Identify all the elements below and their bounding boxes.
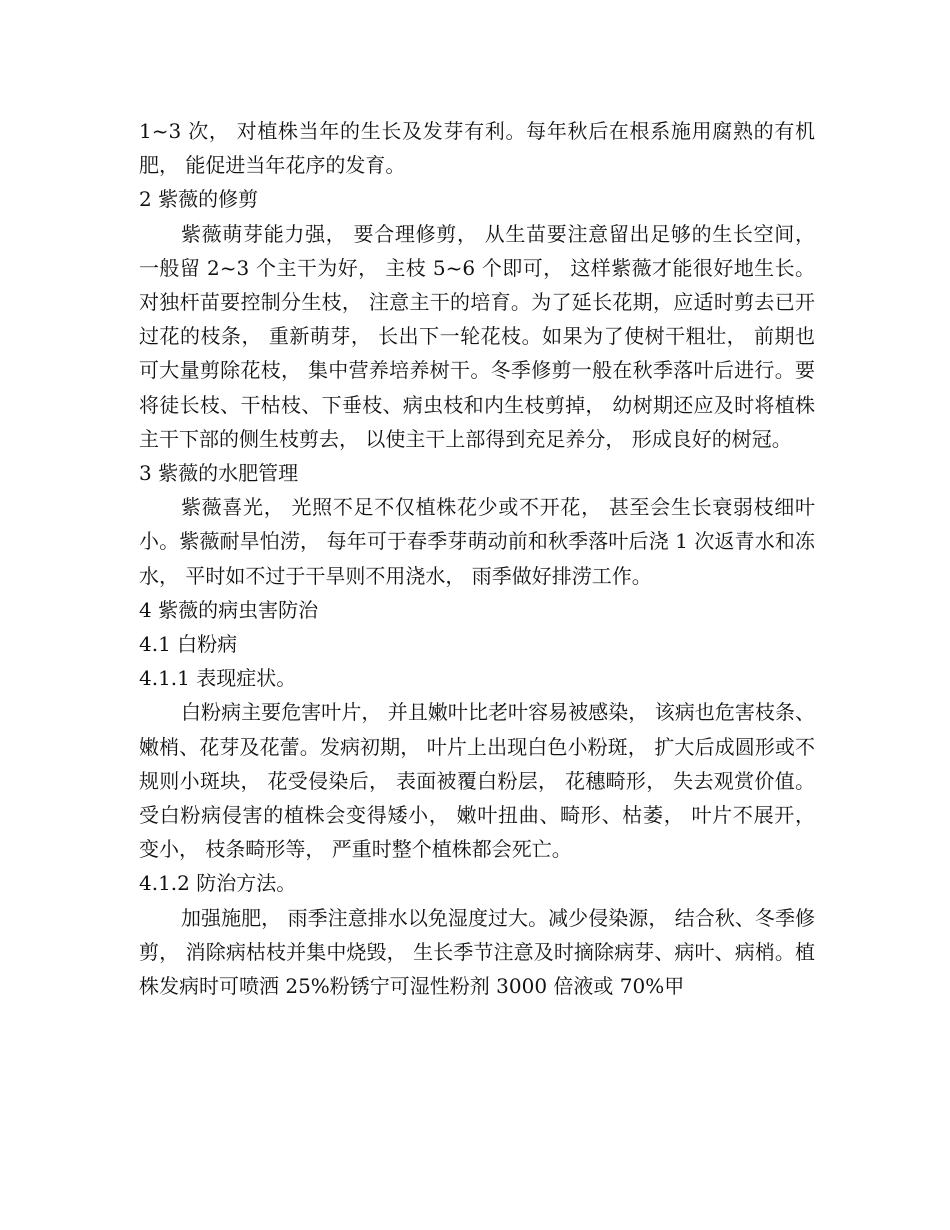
subsection-heading-powdery-mildew: 4.1 白粉病 xyxy=(139,632,238,657)
paragraph-water-fertilizer: 紫薇喜光， 光照不足不仅植株花少或不开花， 甚至会生长衰弱枝细叶小。紫薇耐旱怕涝， 每年可于春季芽萌动前和秋季落叶后浇 1 次返青水和冻水， 平时如不过于干旱则不用浇水， 雨季做好排涝工作。 xyxy=(139,495,815,588)
section-heading-water-fertilizer: 3 紫薇的水肥管理 xyxy=(139,461,299,486)
section-heading-pest-control: 4 紫薇的病虫害防治 xyxy=(139,597,319,622)
document-body xyxy=(139,114,815,1003)
paragraph-symptoms: 白粉病主要危害叶片， 并且嫩叶比老叶容易被感染， 该病也危害枝条、嫩梢、花芽及花蕾。发病初期， 叶片上出现白色小粉斑， 扩大后成圆形或不规则小斑块， 花受侵染后， 表面被覆白粉层， 花穗畸形， 失去观赏价值。受白粉病侵害的植株会变得矮小， 嫩叶扭曲、畸形、枯萎， 叶片不展开， 变小， 枝条畸形等， 严重时整个植株都会死亡。 xyxy=(139,700,815,862)
paragraph-continuation: 1~3 次， 对植株当年的生长及发芽有利。每年秋后在根系施用腐熟的有机肥， 能促进当年花序的发育。 xyxy=(139,119,815,178)
paragraph-pruning: 紫薇萌芽能力强， 要合理修剪， 从生苗要注意留出足够的生长空间， 一般留 2~3 个主干为好， 主枝 5~6 个即可， 这样紫薇才能很好地生长。对独杆苗要控制分生枝， 注意主干的培育。为了延长花期，应适时剪去已开过花的枝条， 重新萌芽， 长出下一轮花枝。如果为了使树干粗壮， 前期也可大量剪除花枝， 集中营养培养树干。冬季修剪一般在秋季落叶后进行。要将徒长枝、干枯枝、下垂枝、病虫枝和内生枝剪掉， 幼树期还应及时将植株主干下部的侧生枝剪去， 以使主干上部得到充足养分， 形成良好的树冠。 xyxy=(139,221,815,451)
subsubsection-heading-symptoms: 4.1.1 表现症状。 xyxy=(139,666,297,691)
section-heading-pruning: 2 紫薇的修剪 xyxy=(139,187,259,212)
paragraph-control-methods: 加强施肥， 雨季注意排水以免湿度过大。减少侵染源， 结合秋、冬季修剪， 消除病枯枝并集中烧毁， 生长季节注意及时摘除病芽、病叶、病梢。植株发病时可喷洒 25%粉锈宁可湿性粉剂 3000 倍液或 70%甲 xyxy=(139,905,815,999)
subsubsection-heading-control-methods: 4.1.2 防治方法。 xyxy=(139,871,297,896)
